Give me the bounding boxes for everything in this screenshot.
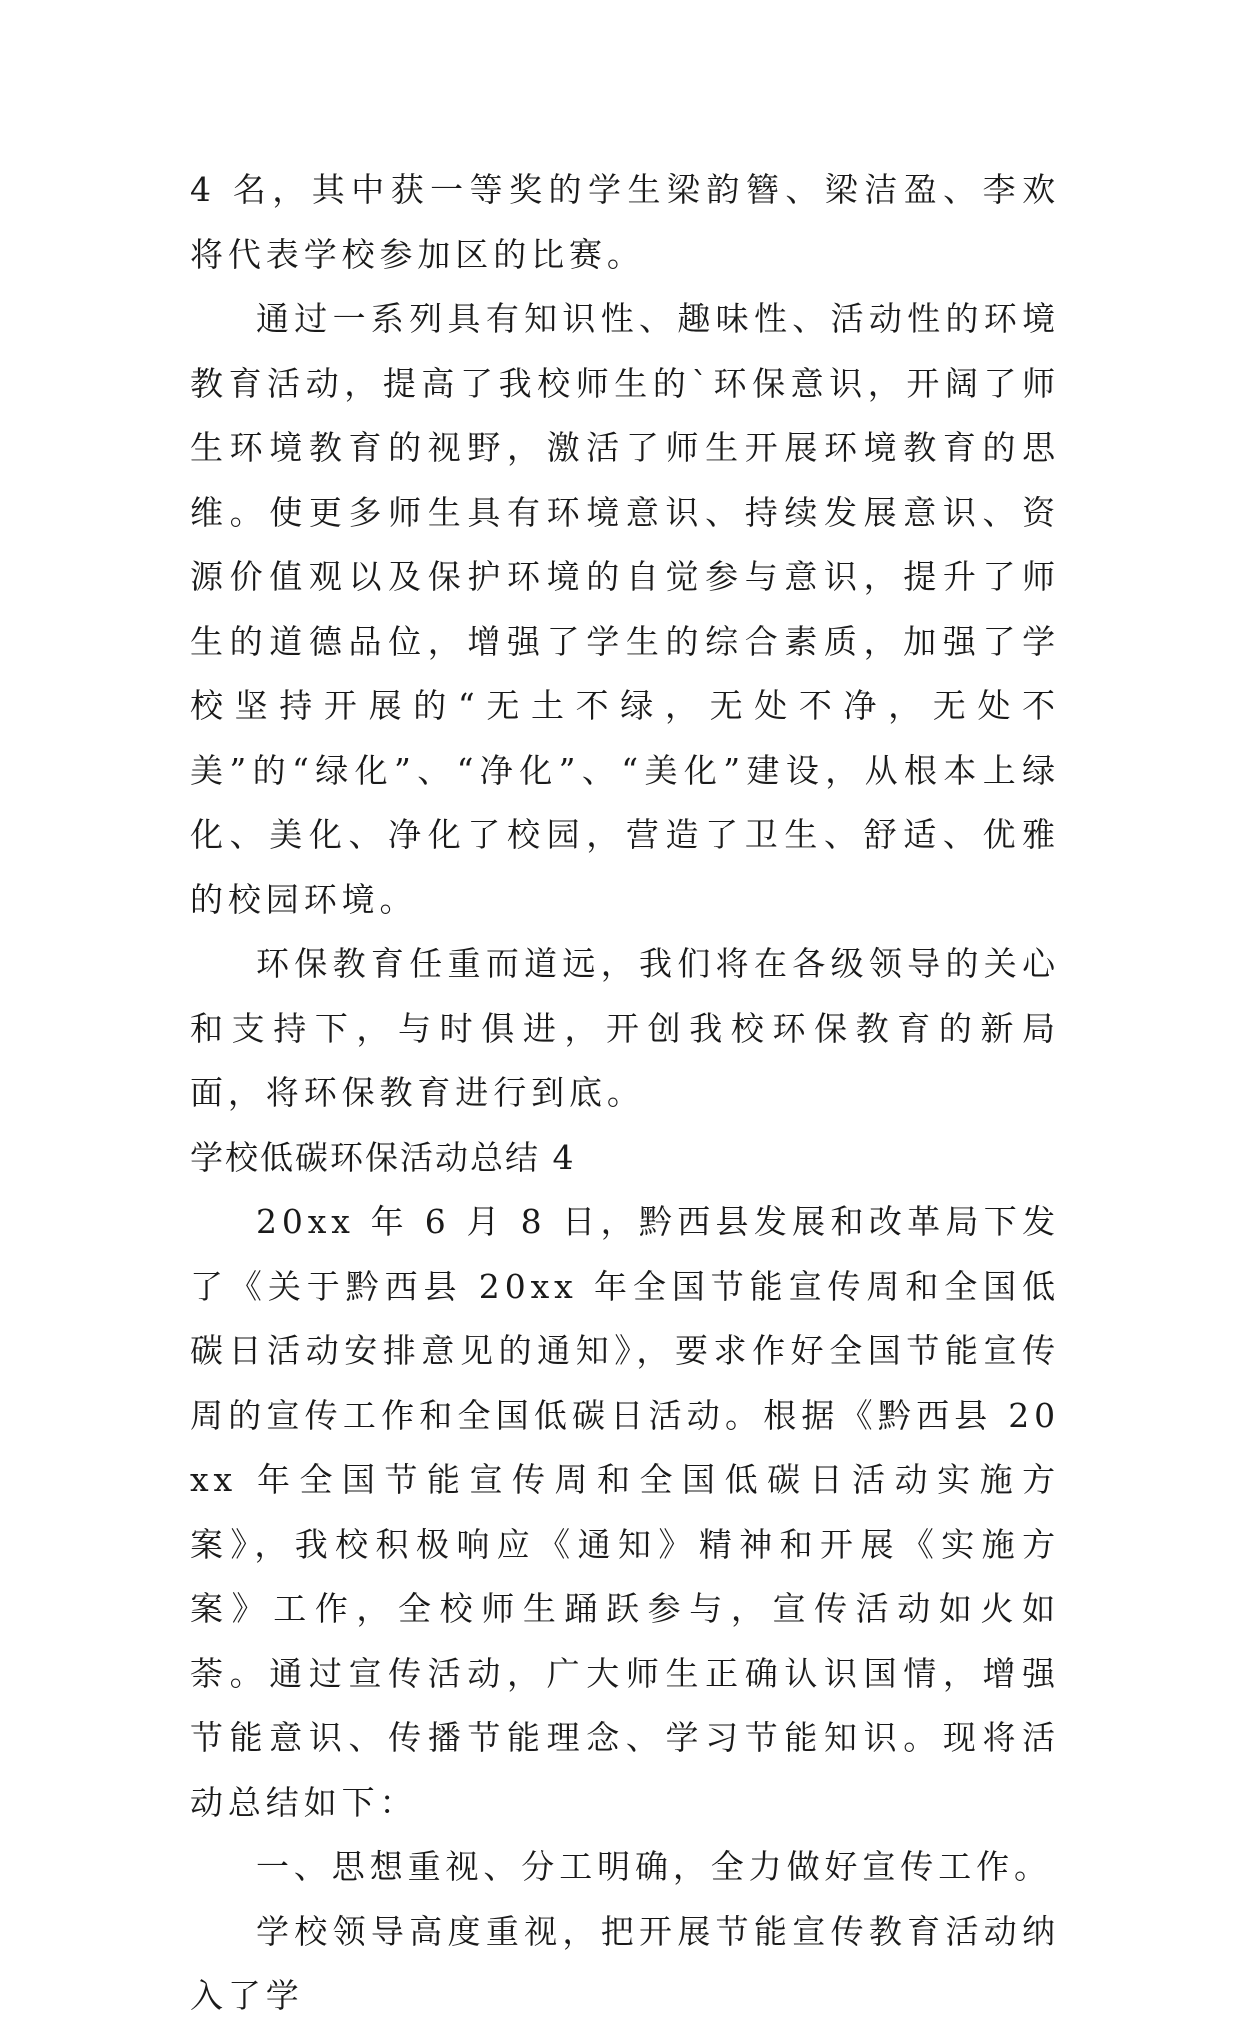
- section-title: 学校低碳环保活动总结 4: [190, 1137, 576, 1177]
- paragraph-leadership: 学校领导高度重视，把开展节能宣传教育活动纳入了学: [190, 1911, 1060, 2015]
- paragraph-activity-results: 通过一系列具有知识性、趣味性、活动性的环境教育活动，提高了我校师生的`环保意识，开阔了师生环境教育的视野，激活了师生开展环境教育的思维。使更多师生具有环境意识、持续发展意识、资源价值观以及保护环境的自觉参与意识，提升了师生的道德品位，增强了学生的综合素质，加强了学校坚持开展的“无土不绿，无处不净，无处不美”的“绿化”、“净化”、“美化”建设，从根本上绿化、美化、净化了校园，营造了卫生、舒适、优雅的校园环境。: [190, 299, 1060, 919]
- paragraph-award-winners: 4 名，其中获一等奖的学生梁韵簪、梁洁盈、李欢将代表学校参加区的比赛。: [190, 170, 1060, 274]
- paragraph-point-one: 一、思想重视、分工明确，全力做好宣传工作。: [256, 1847, 1052, 1886]
- document-body: [190, 158, 1060, 2029]
- paragraph-future-outlook: 环保教育任重而道远，我们将在各级领导的关心和支持下，与时俱进，开创我校环保教育的新局面，将环保教育进行到底。: [190, 944, 1060, 1112]
- paragraph-notice-background: 20xx 年 6 月 8 日，黔西县发展和改革局下发了《关于黔西县 20xx 年全国节能宣传周和全国低碳日活动安排意见的通知》，要求作好全国节能宣传周的宣传工作和全国低碳日活动。根据《黔西县 20xx 年全国节能宣传周和全国低碳日活动实施方案》，我校积极响应《通知》精神和开展《实施方案》工作，全校师生踊跃参与，宣传活动如火如荼。通过宣传活动，广大师生正确认识国情，增强节能意识、传播节能理念、学习节能知识。现将活动总结如下：: [190, 1202, 1060, 1822]
